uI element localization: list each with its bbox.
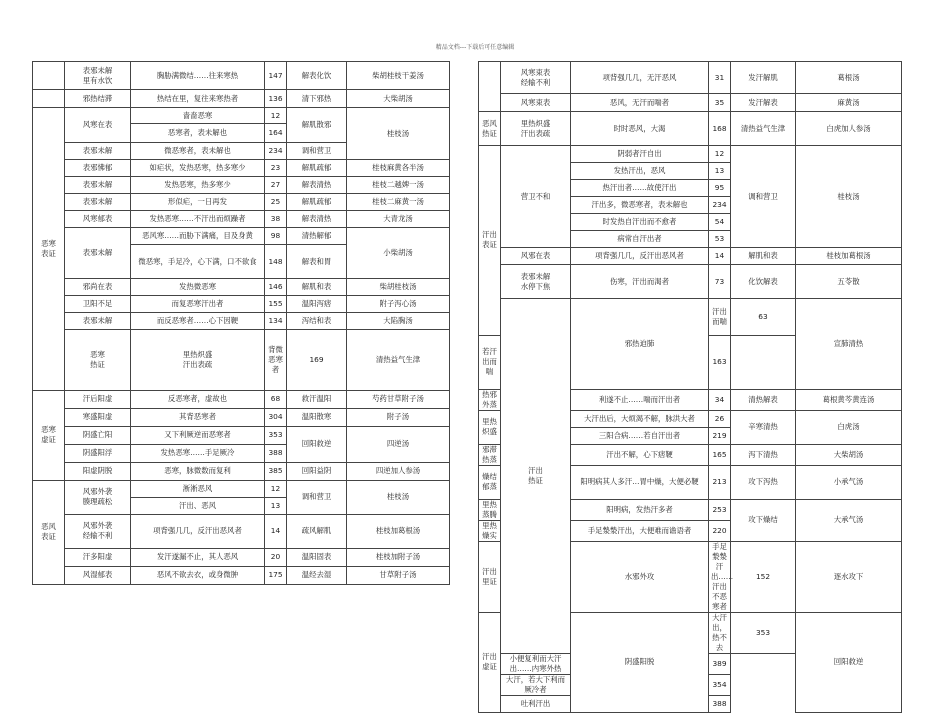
table-cell: 213 (709, 465, 731, 499)
table-cell: 163 (709, 335, 731, 389)
table-cell: 恶寒者，表未解也 (131, 124, 265, 143)
table-row (33, 330, 450, 391)
table-cell: 热汗出者……故使汗出 (571, 180, 709, 197)
table-cell: 温经去湿 (287, 566, 347, 584)
table-cell: 风寒束表 (501, 94, 571, 112)
table-row (33, 514, 450, 548)
table-row (33, 177, 450, 194)
table-cell: 化饮解表 (731, 265, 796, 299)
table-cell: 热结在里，复往来寒热者 (131, 90, 265, 108)
table-cell: 阴盛阳浮 (65, 444, 131, 462)
table-cell: 小承气汤 (796, 465, 902, 499)
table-cell: 12 (709, 146, 731, 163)
table-cell: 13 (709, 163, 731, 180)
table-cell: 175 (265, 566, 287, 584)
table-row (33, 426, 450, 444)
table-cell: 31 (709, 62, 731, 94)
table-cell: 温阳固表 (287, 548, 347, 566)
table-row (33, 211, 450, 228)
table-cell: 攻下泻热 (731, 465, 796, 499)
left-table (32, 61, 450, 585)
table-cell: 风寒郁表 (65, 211, 131, 228)
table-cell: 解肌和表 (287, 279, 347, 296)
table-cell: 68 (265, 390, 287, 408)
table-row (33, 313, 450, 330)
table-cell: 汗出、恶风 (131, 497, 265, 514)
table-cell: 恶风寒……而胁下满痛，目及身黄 (131, 228, 265, 245)
table-cell: 136 (265, 90, 287, 108)
table-cell (33, 62, 65, 90)
table-cell: 大承气汤 (796, 499, 902, 541)
table-cell: 邪尚在表 (65, 279, 131, 296)
table-cell (33, 90, 65, 108)
table-cell: 219 (709, 427, 731, 444)
table-cell: 63 (731, 299, 796, 336)
table-cell: 恶寒 虚证 (33, 390, 65, 480)
table-cell: 桂枝加附子汤 (347, 548, 450, 566)
table-cell: 34 (709, 389, 731, 410)
table-cell: 清热益气生津 (347, 330, 450, 391)
table-cell: 而反恶寒者……心下因鞕 (131, 313, 265, 330)
table-cell: 388 (709, 695, 731, 712)
table-cell: 发汗遂漏不止，其人恶风 (131, 548, 265, 566)
table-cell: 调和营卫 (287, 143, 347, 160)
table-cell: 阴盛阳脱 (571, 612, 709, 712)
table-row (33, 279, 450, 296)
table-row (33, 108, 450, 124)
table-row (33, 90, 450, 108)
table-cell: 大青龙汤 (347, 211, 450, 228)
table-cell: 35 (709, 94, 731, 112)
table-cell: 汗出不解，心下痞鞕 (571, 444, 709, 465)
table-cell: 147 (265, 62, 287, 90)
table-cell: 泻下清热 (731, 444, 796, 465)
table-cell: 背微恶寒者 (265, 330, 287, 391)
table-cell: 27 (265, 177, 287, 194)
table-cell: 汗出而喘 (709, 299, 731, 336)
table-cell: 155 (265, 296, 287, 313)
table-cell: 148 (265, 245, 287, 279)
table-cell: 桂枝麻黄各半汤 (347, 160, 450, 177)
table-cell: 桂枝汤 (796, 146, 902, 248)
table-cell: 164 (265, 124, 287, 143)
table-row (479, 265, 902, 299)
table-cell: 解表和胃 (287, 245, 347, 279)
table-cell: 220 (709, 520, 731, 541)
table-row (33, 160, 450, 177)
table-cell: 表邪未解 (65, 313, 131, 330)
table-cell: 168 (709, 112, 731, 146)
table-cell: 发热恶寒……不汗出而烦躁者 (131, 211, 265, 228)
table-cell: 邪热结滞 (65, 90, 131, 108)
table-cell: 25 (265, 194, 287, 211)
table-cell (479, 62, 501, 112)
table-cell: 54 (709, 214, 731, 231)
table-cell: 304 (265, 408, 287, 426)
table-cell: 淅淅恶风 (131, 480, 265, 497)
table-cell: 辛寒清热 (731, 410, 796, 444)
table-cell: 葛根黄芩黄连汤 (796, 389, 902, 410)
table-row (33, 228, 450, 245)
table-cell: 14 (265, 514, 287, 548)
table-cell: 小柴胡汤 (347, 228, 450, 279)
table-row (33, 296, 450, 313)
table-cell: 手足漐漐汗出……汗出不恶寒者 (709, 541, 731, 612)
page-header: 精品文档---下载后可任意编辑 (435, 44, 515, 51)
table-cell: 时时恶风，大渴 (571, 112, 709, 146)
table-cell: 恶寒，脉微数而复利 (131, 462, 265, 480)
table-cell: 项背强几几，反汗出恶风者 (131, 514, 265, 548)
table-cell: 发汗解肌 (731, 62, 796, 94)
table-cell: 234 (709, 197, 731, 214)
table-cell: 里热蒸腾 (479, 499, 501, 520)
table-cell: 恶风 热证 (479, 112, 501, 146)
table-cell: 38 (265, 211, 287, 228)
table-cell: 134 (265, 313, 287, 330)
table-cell: 表邪未解 里有水饮 (65, 62, 131, 90)
table-cell: 恶寒 表证 (33, 108, 65, 391)
table-cell: 清热解郁 (287, 228, 347, 245)
table-cell: 12 (265, 108, 287, 124)
table-cell: 逐水攻下 (796, 541, 902, 612)
table-cell: 调和营卫 (731, 146, 796, 248)
table-cell: 泻结和表 (287, 313, 347, 330)
table-cell: 发热微恶寒 (131, 279, 265, 296)
table-cell: 温阳散寒 (287, 408, 347, 426)
table-cell: 354 (709, 674, 731, 695)
table-cell: 大柴胡汤 (347, 90, 450, 108)
table-cell: 汗出 里证 (479, 541, 501, 612)
table-cell: 23 (265, 160, 287, 177)
table-cell: 手足漐漐汗出，大便难而谵语者 (571, 520, 709, 541)
table-cell: 清下邪热 (287, 90, 347, 108)
table-cell: 解表清热 (287, 177, 347, 194)
table-cell: 又下利厥逆而恶寒者 (131, 426, 265, 444)
table-cell: 风寒束表 经输不利 (501, 62, 571, 94)
table-cell: 微恶寒，手足冷，心下满，口不欲食 (131, 245, 265, 279)
table-cell: 利遂不止……喘而汗出者 (571, 389, 709, 410)
table-cell: 汗多阳虚 (65, 548, 131, 566)
table-cell: 阳明病，发热汗多者 (571, 499, 709, 520)
table-cell: 解肌疏郁 (287, 194, 347, 211)
table-cell: 阴盛亡阳 (65, 426, 131, 444)
table-cell: 汗出 虚证 (479, 612, 501, 712)
table-cell: 形似疟，一日再发 (131, 194, 265, 211)
table-cell: 柴胡桂枝汤 (347, 279, 450, 296)
table-cell: 柴胡桂枝干姜汤 (347, 62, 450, 90)
table-cell: 宣肺清热 (796, 299, 902, 390)
table-cell: 表邪怫郁 (65, 160, 131, 177)
table-cell: 解肌疏郁 (287, 160, 347, 177)
table-cell: 恶风，无汗而喘者 (571, 94, 709, 112)
table-cell: 如疟状，发热恶寒，热多寒少 (131, 160, 265, 177)
table-cell: 发热恶寒，热多寒少 (131, 177, 265, 194)
table-cell: 恶风不欲去衣，或身微肿 (131, 566, 265, 584)
table-cell: 回阳救逆 (287, 426, 347, 462)
table-cell: 里热燥实 (479, 520, 501, 541)
table-cell: 攻下燥结 (731, 499, 796, 541)
table-cell: 救汗温阳 (287, 390, 347, 408)
table-cell: 风寒在表 (65, 108, 131, 143)
table-cell: 项背强几几，无汗恶风 (571, 62, 709, 94)
table-cell: 表邪未解 (65, 143, 131, 160)
table-cell: 恶风 表证 (33, 480, 65, 584)
table-cell: 234 (265, 143, 287, 160)
table-cell: 大陷胸汤 (347, 313, 450, 330)
table-cell: 麻黄汤 (796, 94, 902, 112)
table-cell: 解表化饮 (287, 62, 347, 90)
table-cell: 解表清热 (287, 211, 347, 228)
table-cell: 回阳益阴 (287, 462, 347, 480)
table-cell: 里热炽盛 (479, 410, 501, 444)
table-cell: 353 (265, 426, 287, 444)
table-cell: 表邪未解 水停下焦 (501, 265, 571, 299)
table-cell: 啬啬恶寒 (131, 108, 265, 124)
table-cell: 解肌和表 (731, 248, 796, 265)
table-row (33, 566, 450, 584)
table-cell: 三阳合病……若自汗出者 (571, 427, 709, 444)
table-cell: 阳明病其人多汗…胃中燥，大便必鞕 (571, 465, 709, 499)
table-row (33, 480, 450, 497)
table-cell: 疏风解肌 (287, 514, 347, 548)
table-row (33, 548, 450, 566)
table-cell: 而复恶寒汗出者 (131, 296, 265, 313)
table-row (33, 62, 450, 90)
table-cell: 53 (709, 231, 731, 248)
table-cell: 发热汗出，恶风 (571, 163, 709, 180)
table-cell: 13 (265, 497, 287, 514)
table-row (479, 146, 902, 163)
table-cell: 回阳救逆 (796, 612, 902, 712)
table-cell: 阴弱者汗自出 (571, 146, 709, 163)
table-row (33, 408, 450, 426)
table-row (33, 194, 450, 211)
table-cell: 146 (265, 279, 287, 296)
table-cell: 表邪未解 (65, 194, 131, 211)
table-cell: 桂枝二麻黄一汤 (347, 194, 450, 211)
table-cell: 389 (709, 653, 731, 674)
table-row (479, 248, 902, 265)
table-row (479, 62, 902, 94)
table-cell: 恶寒 热证 (65, 330, 131, 391)
table-cell: 芍药甘草附子汤 (347, 390, 450, 408)
table-cell: 清热益气生津 (731, 112, 796, 146)
table-cell: 附子泻心汤 (347, 296, 450, 313)
table-cell: 邪滞热蒸 (479, 444, 501, 465)
table-cell: 汗出多，微恶寒者，表未解也 (571, 197, 709, 214)
table-cell: 桂枝二越婢一汤 (347, 177, 450, 194)
table-cell: 温阳泻痞 (287, 296, 347, 313)
table-cell: 时发热自汗出而不愈者 (571, 214, 709, 231)
table-cell: 风邪外袭 腠理疏松 (65, 480, 131, 514)
table-cell: 表邪未解 (65, 177, 131, 194)
table-cell: 其背恶寒者 (131, 408, 265, 426)
table-cell: 388 (265, 444, 287, 462)
table-cell: 解肌散邪 (287, 108, 347, 143)
table-cell: 阳虚阴脱 (65, 462, 131, 480)
table-cell: 385 (265, 462, 287, 480)
table-cell: 邪热迫肺 (571, 299, 709, 390)
table-cell: 353 (731, 612, 796, 653)
table-cell: 165 (709, 444, 731, 465)
table-cell: 表邪未解 (65, 228, 131, 279)
table-cell: 甘草附子汤 (347, 566, 450, 584)
table-cell: 葛根汤 (796, 62, 902, 94)
table-cell: 汗出 表证 (479, 146, 501, 336)
table-cell: 反恶寒者，虚故也 (131, 390, 265, 408)
table-cell: 附子汤 (347, 408, 450, 426)
table-cell: 白虎加人参汤 (796, 112, 902, 146)
table-cell: 伤寒，汗出而渴者 (571, 265, 709, 299)
table-cell: 98 (265, 228, 287, 245)
table-cell: 73 (709, 265, 731, 299)
table-cell: 95 (709, 180, 731, 197)
table-cell: 四逆汤 (347, 426, 450, 462)
table-cell: 169 (287, 330, 347, 391)
table-cell: 调和营卫 (287, 480, 347, 514)
table-cell: 清热解表 (731, 389, 796, 410)
table-cell: 桂枝加葛根汤 (796, 248, 902, 265)
table-cell: 大汗出后，大烦渴不解，脉洪大者 (571, 410, 709, 427)
table-row (479, 299, 902, 336)
right-table (478, 61, 902, 713)
table-cell: 大汗出，热不去 (709, 612, 731, 653)
table-cell: 若汗出而喘 (479, 335, 501, 389)
table-cell: 胸胁满微结……往来寒热 (131, 62, 265, 90)
table-cell: 项背强几几，反汗出恶风者 (571, 248, 709, 265)
table-cell: 汗出 热证 (501, 299, 571, 654)
table-cell: 里热炽盛 汗出表疏 (501, 112, 571, 146)
table-cell: 卫阳不足 (65, 296, 131, 313)
table-cell: 白虎汤 (796, 410, 902, 444)
table-cell: 小便复利而大汗出……内寒外热 (501, 653, 571, 674)
table-cell: 微恶寒者，表未解也 (131, 143, 265, 160)
table-cell: 桂枝加葛根汤 (347, 514, 450, 548)
table-cell: 12 (265, 480, 287, 497)
table-cell: 大汗，若大下利而厥冷者 (501, 674, 571, 695)
table-cell: 燥结郁蒸 (479, 465, 501, 499)
table-row (479, 112, 902, 146)
table-row (479, 94, 902, 112)
table-cell: 病常自汗出者 (571, 231, 709, 248)
table-cell: 五苓散 (796, 265, 902, 299)
table-cell: 热邪外蒸 (479, 389, 501, 410)
table-cell: 发汗解表 (731, 94, 796, 112)
table-cell: 里热炽盛 汗出表疏 (131, 330, 265, 391)
table-cell: 253 (709, 499, 731, 520)
table-cell: 14 (709, 248, 731, 265)
table-cell: 26 (709, 410, 731, 427)
table-cell: 四逆加人参汤 (347, 462, 450, 480)
table-cell: 风邪外袭 经输不利 (65, 514, 131, 548)
table-cell: 桂枝汤 (347, 108, 450, 160)
table-row (33, 390, 450, 408)
table-cell: 大柴胡汤 (796, 444, 902, 465)
table-cell: 水邪外攻 (571, 541, 709, 612)
table-cell: 发热恶寒……手足厥冷 (131, 444, 265, 462)
table-cell: 汗后阳虚 (65, 390, 131, 408)
table-cell: 风邪在表 (501, 248, 571, 265)
table-cell: 152 (731, 541, 796, 612)
table-cell: 营卫不和 (501, 146, 571, 248)
table-cell: 寒盛阳虚 (65, 408, 131, 426)
table-cell: 风湿郁表 (65, 566, 131, 584)
table-cell: 吐利汗出 (501, 695, 571, 712)
table-cell: 20 (265, 548, 287, 566)
table-row (33, 462, 450, 480)
table-cell: 桂枝汤 (347, 480, 450, 514)
